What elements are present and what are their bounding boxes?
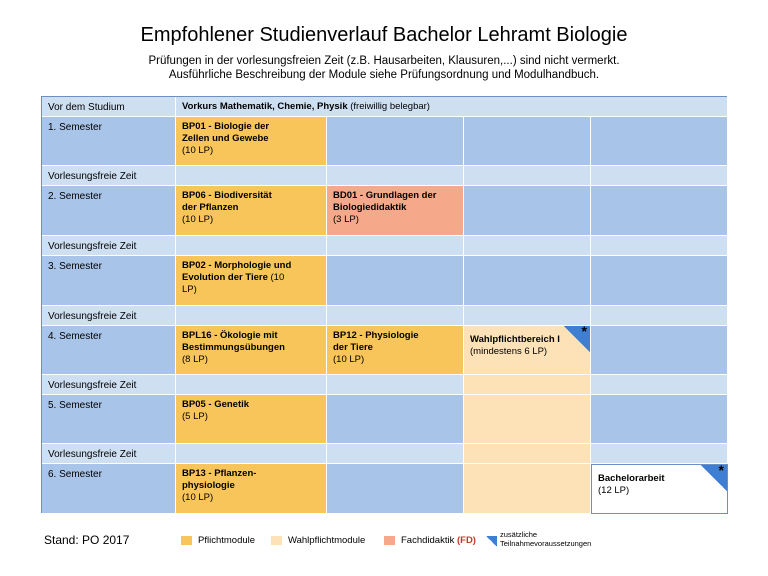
module-bp13-lp: (10 LP) — [182, 492, 214, 503]
empty-cell — [327, 117, 464, 166]
legend-prerequisites: zusätzliche Teilnahmevoraussetzungen — [500, 530, 592, 548]
module-bp06-lp: (10 LP) — [182, 214, 214, 225]
empty-cell — [327, 256, 464, 306]
row-label-semester-4: 4. Semester — [42, 326, 176, 375]
module-bpl16 — [176, 326, 327, 375]
empty-cell — [591, 186, 728, 236]
empty-cell — [464, 236, 591, 256]
module-bp05-name: BP05 - Genetik — [182, 399, 250, 410]
legend-wahlpflicht: Wahlpflichtmodule — [271, 531, 365, 551]
module-wahlpflichtbereich — [464, 326, 591, 375]
empty-cell — [464, 186, 591, 236]
empty-cell — [591, 166, 728, 186]
module-bp02-name: BP02 - Morphologie und Evolution der Tiere (10 LP) — [182, 260, 292, 295]
module-bp01-lp: (10 LP) — [182, 145, 214, 156]
empty-cell — [327, 464, 464, 514]
module-bp06-name: BP06 - Biodiversität der Pflanzen — [182, 190, 272, 213]
wahlpflicht-continuation — [464, 444, 591, 464]
empty-cell — [176, 166, 327, 186]
row-label-semester-2: 2. Semester — [42, 186, 176, 236]
empty-cell — [591, 236, 728, 256]
vorkurs-title: Vorkurs Mathematik, Chemie, Physik — [182, 101, 348, 112]
row-label-vorlesungsfreie-zeit: Vorlesungsfreie Zeit — [42, 444, 176, 464]
legend-fachdidaktik: Fachdidaktik (FD) — [384, 531, 476, 551]
empty-cell — [327, 395, 464, 444]
empty-cell — [591, 444, 728, 464]
stand-label: Stand: PO 2017 — [44, 533, 130, 547]
row-label-semester-5: 5. Semester — [42, 395, 176, 444]
empty-cell — [591, 326, 728, 375]
subtitle-line-2: Ausführliche Beschreibung der Module siehe Prüfungsordnung und Modulhandbuch. — [168, 69, 600, 81]
row-label-semester-6: 6. Semester — [42, 464, 176, 514]
vorkurs-cell — [176, 97, 728, 117]
row-label-vorlesungsfreie-zeit: Vorlesungsfreie Zeit — [42, 375, 176, 395]
study-plan-table — [41, 96, 727, 513]
legend-swatch-fachdidaktik — [384, 536, 395, 545]
legend-swatch-pflicht — [181, 536, 192, 545]
module-bp06 — [176, 186, 327, 236]
module-bp12-lp: (10 LP) — [333, 354, 365, 365]
subtitle-line-1: Prüfungen in der vorlesungsfreien Zeit (z.B. Hausarbeiten, Klausuren,...) sind nicht vermerkt. — [148, 55, 620, 67]
module-bpl16-lp: (8 LP) — [182, 354, 208, 365]
row-label-vorlesungsfreie-zeit: Vorlesungsfreie Zeit — [42, 236, 176, 256]
page-title: Empfohlener Studienverlauf Bachelor Lehramt Biologie — [140, 24, 628, 46]
row-label-vorlesungsfreie-zeit: Vorlesungsfreie Zeit — [42, 166, 176, 186]
empty-cell — [464, 306, 591, 326]
empty-cell — [327, 306, 464, 326]
empty-cell — [176, 306, 327, 326]
wahlpflicht-continuation — [464, 375, 591, 395]
legend-swatch-wahlpflicht — [271, 536, 282, 545]
module-bp05 — [176, 395, 327, 444]
wahlpflicht-continuation — [464, 464, 591, 514]
module-bpl16-name: BPL16 - Ökologie mit Bestimmungsübungen — [182, 330, 285, 353]
row-label-vor-dem-studium: Vor dem Studium — [42, 97, 176, 117]
wahlpflicht-continuation — [464, 395, 591, 444]
empty-cell — [591, 306, 728, 326]
empty-cell — [176, 236, 327, 256]
row-label-semester-1: 1. Semester — [42, 117, 176, 166]
module-bp02 — [176, 256, 327, 306]
prerequisite-marker-icon: * — [701, 465, 727, 491]
vorkurs-note: (freiwillig belegbar) — [350, 101, 430, 112]
module-bp01 — [176, 117, 327, 166]
empty-cell — [591, 375, 728, 395]
empty-cell — [464, 256, 591, 306]
module-wahl-name: Wahlpflichtbereich I — [470, 334, 560, 345]
empty-cell — [176, 375, 327, 395]
module-bp05-lp: (5 LP) — [182, 411, 208, 422]
module-bp12-name: BP12 - Physiologie der Tiere — [333, 330, 419, 353]
row-label-semester-3: 3. Semester — [42, 256, 176, 306]
empty-cell — [176, 444, 327, 464]
empty-cell — [327, 166, 464, 186]
module-ba-lp: (12 LP) — [598, 485, 630, 496]
empty-cell — [327, 236, 464, 256]
module-bp13 — [176, 464, 327, 514]
module-bd01-name: BD01 - Grundlagen der Biologiedidaktik — [333, 190, 437, 213]
empty-cell — [327, 375, 464, 395]
module-bp12 — [327, 326, 464, 375]
prerequisite-marker-icon: * — [564, 326, 590, 352]
empty-cell — [464, 166, 591, 186]
module-wahl-lp: (mindestens 6 LP) — [470, 346, 548, 357]
empty-cell — [327, 444, 464, 464]
module-bachelorarbeit — [591, 464, 728, 514]
module-bp13-name: BP13 - Pflanzen-physiologie — [182, 468, 257, 491]
empty-cell — [591, 395, 728, 444]
module-bd01 — [327, 186, 464, 236]
module-ba-name: Bachelorarbeit — [598, 473, 665, 484]
module-bp01-name: BP01 - Biologie der Zellen und Gewebe — [182, 121, 270, 144]
legend-pflicht: Pflichtmodule — [181, 531, 255, 551]
empty-cell — [591, 256, 728, 306]
empty-cell — [464, 117, 591, 166]
prerequisite-marker-icon — [486, 536, 497, 547]
empty-cell — [591, 117, 728, 166]
module-bd01-lp: (3 LP) — [333, 214, 359, 225]
row-label-vorlesungsfreie-zeit: Vorlesungsfreie Zeit — [42, 306, 176, 326]
